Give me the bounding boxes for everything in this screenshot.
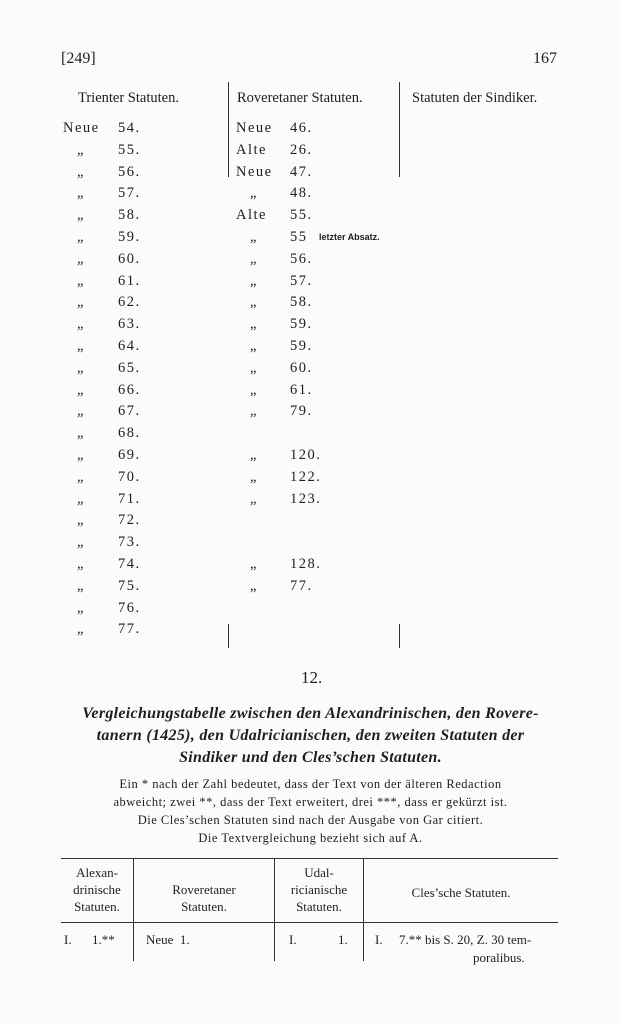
note-line: Die Textvergleichung bezieht sich auf A. <box>198 831 423 845</box>
section-title-line: Vergleichungstabelle zwischen den Alexandrinischen, den Rovere- <box>82 705 539 722</box>
ditto-mark: „ <box>77 512 85 529</box>
ditto-mark: „ <box>77 621 85 638</box>
ditto-mark: „ <box>77 490 85 507</box>
alex-number: 1.** <box>92 932 115 947</box>
table2-header-alexandrinische <box>61 864 133 915</box>
table1-rule-left-upper <box>228 82 229 177</box>
row-number: 59. <box>290 316 313 333</box>
ditto-mark: „ <box>77 359 85 376</box>
header-line: drinische <box>73 882 121 897</box>
ditto-mark: „ <box>77 272 85 289</box>
row-number: 60. <box>118 250 141 267</box>
header-line: Roveretaner <box>172 882 236 897</box>
row-number: 123. <box>290 490 322 507</box>
ditto-mark: „ <box>250 556 258 572</box>
row-number: 71. <box>118 490 141 507</box>
row-number: 59. <box>118 229 141 245</box>
ditto-mark: „ <box>250 250 258 267</box>
row-number: 76. <box>118 599 141 616</box>
ditto-mark: „ <box>250 229 258 245</box>
section-title-line: tanern (1425), den Udalricianischen, den zweiten Statuten der <box>96 727 525 744</box>
ditto-mark: „ <box>250 381 258 398</box>
header-line: Alexan- <box>76 865 118 880</box>
ditto-mark: „ <box>77 338 85 354</box>
row-number: 48. <box>290 185 313 202</box>
row-number: 75. <box>118 577 141 594</box>
row-number: 72. <box>118 512 141 529</box>
ditto-mark: „ <box>77 599 85 616</box>
row-number: 57. <box>118 185 141 202</box>
col-heading-sindiker: Statuten der Sindiker. <box>412 90 538 106</box>
table2-top-rule <box>61 858 558 859</box>
row-number: 58. <box>290 294 313 311</box>
row-number: 128. <box>290 556 322 572</box>
row-number: 54. <box>118 120 141 136</box>
col-heading-trienter: Trienter Statuten. <box>78 90 179 106</box>
ditto-mark: „ <box>77 250 85 267</box>
ditto-mark: „ <box>250 403 258 420</box>
ditto-mark: „ <box>77 556 85 572</box>
ditto-mark: „ <box>77 163 85 180</box>
row-number: 64. <box>118 338 141 354</box>
note-line: abweicht; zwei **, dass der Text erweitert, drei ***, dass er gekürzt ist. <box>113 795 508 809</box>
ditto-mark: „ <box>77 316 85 333</box>
row-number: 58. <box>118 207 141 224</box>
udal-number: 1. <box>338 932 348 947</box>
row-number: 120. <box>290 447 322 463</box>
table1-rule-right-lower <box>399 624 400 648</box>
ditto-mark: „ <box>77 447 85 463</box>
row-number: 77. <box>118 621 141 638</box>
header-line: Statuten. <box>296 899 342 914</box>
row-number: 59. <box>290 338 313 354</box>
col-heading-roveretaner: Roveretaner Statuten. <box>237 90 363 106</box>
ditto-mark: „ <box>77 381 85 398</box>
ditto-mark: „ <box>250 359 258 376</box>
ditto-mark: „ <box>77 534 85 551</box>
table2-header-roveretaner <box>134 881 274 915</box>
row-number: 56. <box>118 163 141 180</box>
row-prefix: Neue <box>63 120 100 136</box>
cles-roman: I. <box>375 932 383 947</box>
row-number: 55 <box>290 229 308 245</box>
row-number: 57. <box>290 272 313 289</box>
table1-rule-left-lower <box>228 624 229 648</box>
section-title-line: Sindiker und den Cles’schen Statuten. <box>179 749 442 766</box>
row-number: 61. <box>118 272 141 289</box>
row-number: 55. <box>118 141 141 158</box>
ditto-mark: „ <box>77 403 85 420</box>
ditto-mark: „ <box>250 316 258 333</box>
page-number: 167 <box>533 50 557 67</box>
table2-rule <box>363 858 364 961</box>
row-number: 26. <box>290 141 313 158</box>
cles-text: poralibus. <box>473 950 525 965</box>
udal-roman: I. <box>289 932 297 947</box>
row-note: letzter Absatz. <box>319 232 380 242</box>
section-number: 12. <box>301 668 323 687</box>
cles-text: 7.** bis S. 20, Z. 30 tem- <box>399 932 532 947</box>
ditto-mark: „ <box>77 141 85 158</box>
ditto-mark: „ <box>250 338 258 354</box>
header-line: Statuten. <box>181 899 227 914</box>
row-number: 79. <box>290 403 313 420</box>
row-number: 68. <box>118 425 141 442</box>
table2-header-udalricianische <box>275 864 363 915</box>
ditto-mark: „ <box>250 577 258 594</box>
ditto-mark: „ <box>250 490 258 507</box>
row-number: 77. <box>290 577 313 594</box>
page-ref: [249] <box>61 50 96 67</box>
note-line: Ein * nach der Zahl bedeutet, dass der Text von der älteren Redaction <box>119 777 502 791</box>
ditto-mark: „ <box>250 185 258 202</box>
ditto-mark: „ <box>250 447 258 463</box>
ditto-mark: „ <box>77 185 85 202</box>
row-number: 63. <box>118 316 141 333</box>
ditto-mark: „ <box>77 468 85 485</box>
table1-rule-right-upper <box>399 82 400 177</box>
note-line: Die Cles’schen Statuten sind nach der Ausgabe von Gar citiert. <box>137 813 484 827</box>
ditto-mark: „ <box>250 294 258 311</box>
row-prefix: Alte <box>236 207 267 224</box>
row-prefix: Alte <box>236 141 267 158</box>
header-line: Cles’sche Statuten. <box>411 885 511 900</box>
ditto-mark: „ <box>250 468 258 485</box>
ditto-mark: „ <box>77 294 85 311</box>
row-number: 73. <box>118 534 141 551</box>
row-number: 55. <box>290 207 313 224</box>
row-number: 60. <box>290 359 313 376</box>
row-number: 56. <box>290 250 313 267</box>
header-line: ricianische <box>290 882 348 897</box>
row-prefix: Neue <box>236 120 273 136</box>
row-number: 62. <box>118 294 141 311</box>
alex-roman: I. <box>64 932 72 947</box>
row-number: 61. <box>290 381 313 398</box>
table2-header-rule <box>61 922 558 923</box>
row-number: 47. <box>290 163 313 180</box>
row-number: 66. <box>118 381 141 398</box>
ditto-mark: „ <box>250 272 258 289</box>
rov-entry: Neue 1. <box>146 932 190 947</box>
row-prefix: Neue <box>236 163 273 180</box>
row-number: 46. <box>290 120 313 136</box>
row-number: 122. <box>290 468 322 485</box>
header-line: Statuten. <box>74 899 120 914</box>
row-number: 67. <box>118 403 141 420</box>
row-number: 65. <box>118 359 141 376</box>
header-line: Udal- <box>304 865 334 880</box>
table2-header-cles <box>364 884 558 901</box>
row-number: 69. <box>118 447 141 463</box>
ditto-mark: „ <box>77 577 85 594</box>
row-number: 74. <box>118 556 141 572</box>
ditto-mark: „ <box>77 425 85 442</box>
ditto-mark: „ <box>77 229 85 245</box>
ditto-mark: „ <box>77 207 85 224</box>
row-number: 70. <box>118 468 141 485</box>
